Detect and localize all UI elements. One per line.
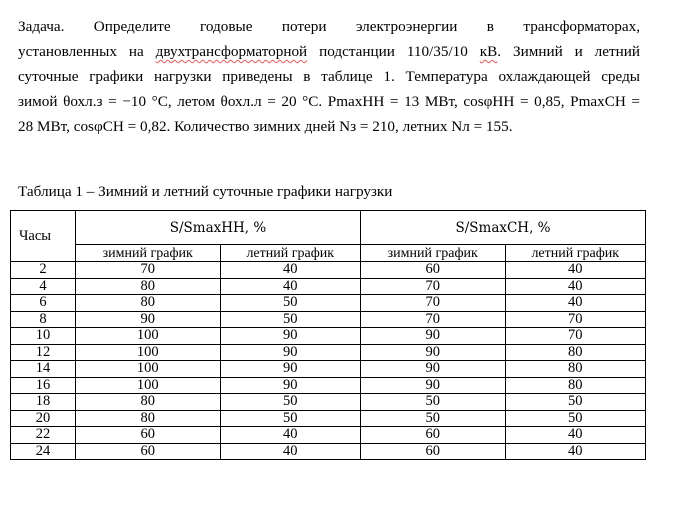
- hours-cell: 4: [11, 278, 76, 295]
- table-row: [11, 295, 646, 312]
- task-line-4: зимой θохл.з = −10 °С, летом θохл.л = 20 °С. PmaxНН = 13 МВт, cosφНН = 0,85, PmaxСН =: [18, 93, 640, 110]
- hours-cell: 6: [11, 295, 76, 312]
- value-cell: 80: [505, 377, 646, 394]
- hours-cell: 12: [11, 344, 76, 361]
- value-cell: 80: [76, 394, 221, 411]
- value-cell: 50: [220, 394, 360, 411]
- subheader-sn-winter: зимний график: [360, 245, 505, 262]
- value-cell: 100: [76, 344, 221, 361]
- value-cell: 40: [505, 295, 646, 312]
- hours-cell: 10: [11, 328, 76, 345]
- value-cell: 90: [360, 328, 505, 345]
- value-cell: 50: [220, 410, 360, 427]
- value-cell: 90: [360, 344, 505, 361]
- hours-header: Часы: [11, 211, 76, 262]
- value-cell: 40: [220, 443, 360, 460]
- hours-cell: 18: [11, 394, 76, 411]
- hours-cell: 2: [11, 262, 76, 279]
- task-line-2-c: . Зимний и летний: [497, 43, 640, 60]
- value-cell: 70: [505, 328, 646, 345]
- value-cell: 70: [360, 278, 505, 295]
- value-cell: 60: [76, 427, 221, 444]
- hours-cell: 20: [11, 410, 76, 427]
- value-cell: 40: [505, 427, 646, 444]
- value-cell: 70: [76, 262, 221, 279]
- hours-cell: 24: [11, 443, 76, 460]
- task-line-2-a: установленных на: [18, 43, 156, 60]
- value-cell: 100: [76, 377, 221, 394]
- table-row: [11, 361, 646, 378]
- task-paragraph: [18, 14, 640, 139]
- value-cell: 50: [220, 311, 360, 328]
- table-row: [11, 344, 646, 361]
- table-row: [11, 311, 646, 328]
- table-row: [11, 328, 646, 345]
- task-line-5: 28 МВт, cosφСН = 0,82. Количество зимних дней Nз = 210, летних Nл = 155.: [18, 118, 513, 135]
- value-cell: 60: [76, 443, 221, 460]
- task-line-2: [18, 39, 640, 64]
- value-cell: 70: [360, 295, 505, 312]
- task-line-3: суточные графики нагрузки приведены в таблице 1. Температура охлаждающей среды: [18, 68, 640, 85]
- table-row: [11, 394, 646, 411]
- subheader-nn-summer: летний график: [220, 245, 360, 262]
- table-row: [11, 427, 646, 444]
- value-cell: 80: [76, 410, 221, 427]
- value-cell: 70: [505, 311, 646, 328]
- value-cell: 70: [360, 311, 505, 328]
- value-cell: 60: [360, 262, 505, 279]
- task-line-2-b: подстанции 110/35/10: [307, 43, 480, 60]
- spellcheck-unit: кВ: [479, 43, 498, 60]
- table-row: [11, 278, 646, 295]
- value-cell: 90: [220, 377, 360, 394]
- value-cell: 50: [220, 295, 360, 312]
- group-header-sn: S/SmaxСН, %: [360, 211, 645, 245]
- value-cell: 90: [76, 311, 221, 328]
- value-cell: 50: [505, 410, 646, 427]
- value-cell: 80: [76, 295, 221, 312]
- value-cell: 40: [505, 262, 646, 279]
- subheader-nn-winter: зимний график: [76, 245, 221, 262]
- value-cell: 60: [360, 427, 505, 444]
- value-cell: 40: [505, 443, 646, 460]
- table-row: [11, 262, 646, 279]
- table-caption: Таблица 1 – Зимний и летний суточные графики нагрузки: [18, 183, 393, 200]
- value-cell: 90: [220, 344, 360, 361]
- value-cell: 90: [360, 361, 505, 378]
- value-cell: 80: [505, 361, 646, 378]
- value-cell: 90: [220, 361, 360, 378]
- value-cell: 90: [360, 377, 505, 394]
- table-body: [11, 262, 646, 460]
- subheader-sn-summer: летний график: [505, 245, 646, 262]
- value-cell: 50: [360, 410, 505, 427]
- value-cell: 50: [360, 394, 505, 411]
- task-line-1: Задача. Определите годовые потери электроэнергии в трансформаторах,: [18, 18, 640, 35]
- value-cell: 60: [360, 443, 505, 460]
- hours-cell: 8: [11, 311, 76, 328]
- value-cell: 40: [220, 278, 360, 295]
- value-cell: 40: [220, 427, 360, 444]
- value-cell: 80: [505, 344, 646, 361]
- group-header-nn: S/SmaxНН, %: [76, 211, 361, 245]
- value-cell: 100: [76, 361, 221, 378]
- hours-cell: 22: [11, 427, 76, 444]
- value-cell: 40: [505, 278, 646, 295]
- value-cell: 80: [76, 278, 221, 295]
- table-row: [11, 377, 646, 394]
- value-cell: 50: [505, 394, 646, 411]
- spellcheck-word: двухтрансформаторной: [155, 43, 308, 60]
- hours-cell: 14: [11, 361, 76, 378]
- value-cell: 90: [220, 328, 360, 345]
- value-cell: 40: [220, 262, 360, 279]
- load-schedule-table: [10, 210, 646, 460]
- table-row: [11, 443, 646, 460]
- table-row: [11, 410, 646, 427]
- value-cell: 100: [76, 328, 221, 345]
- hours-cell: 16: [11, 377, 76, 394]
